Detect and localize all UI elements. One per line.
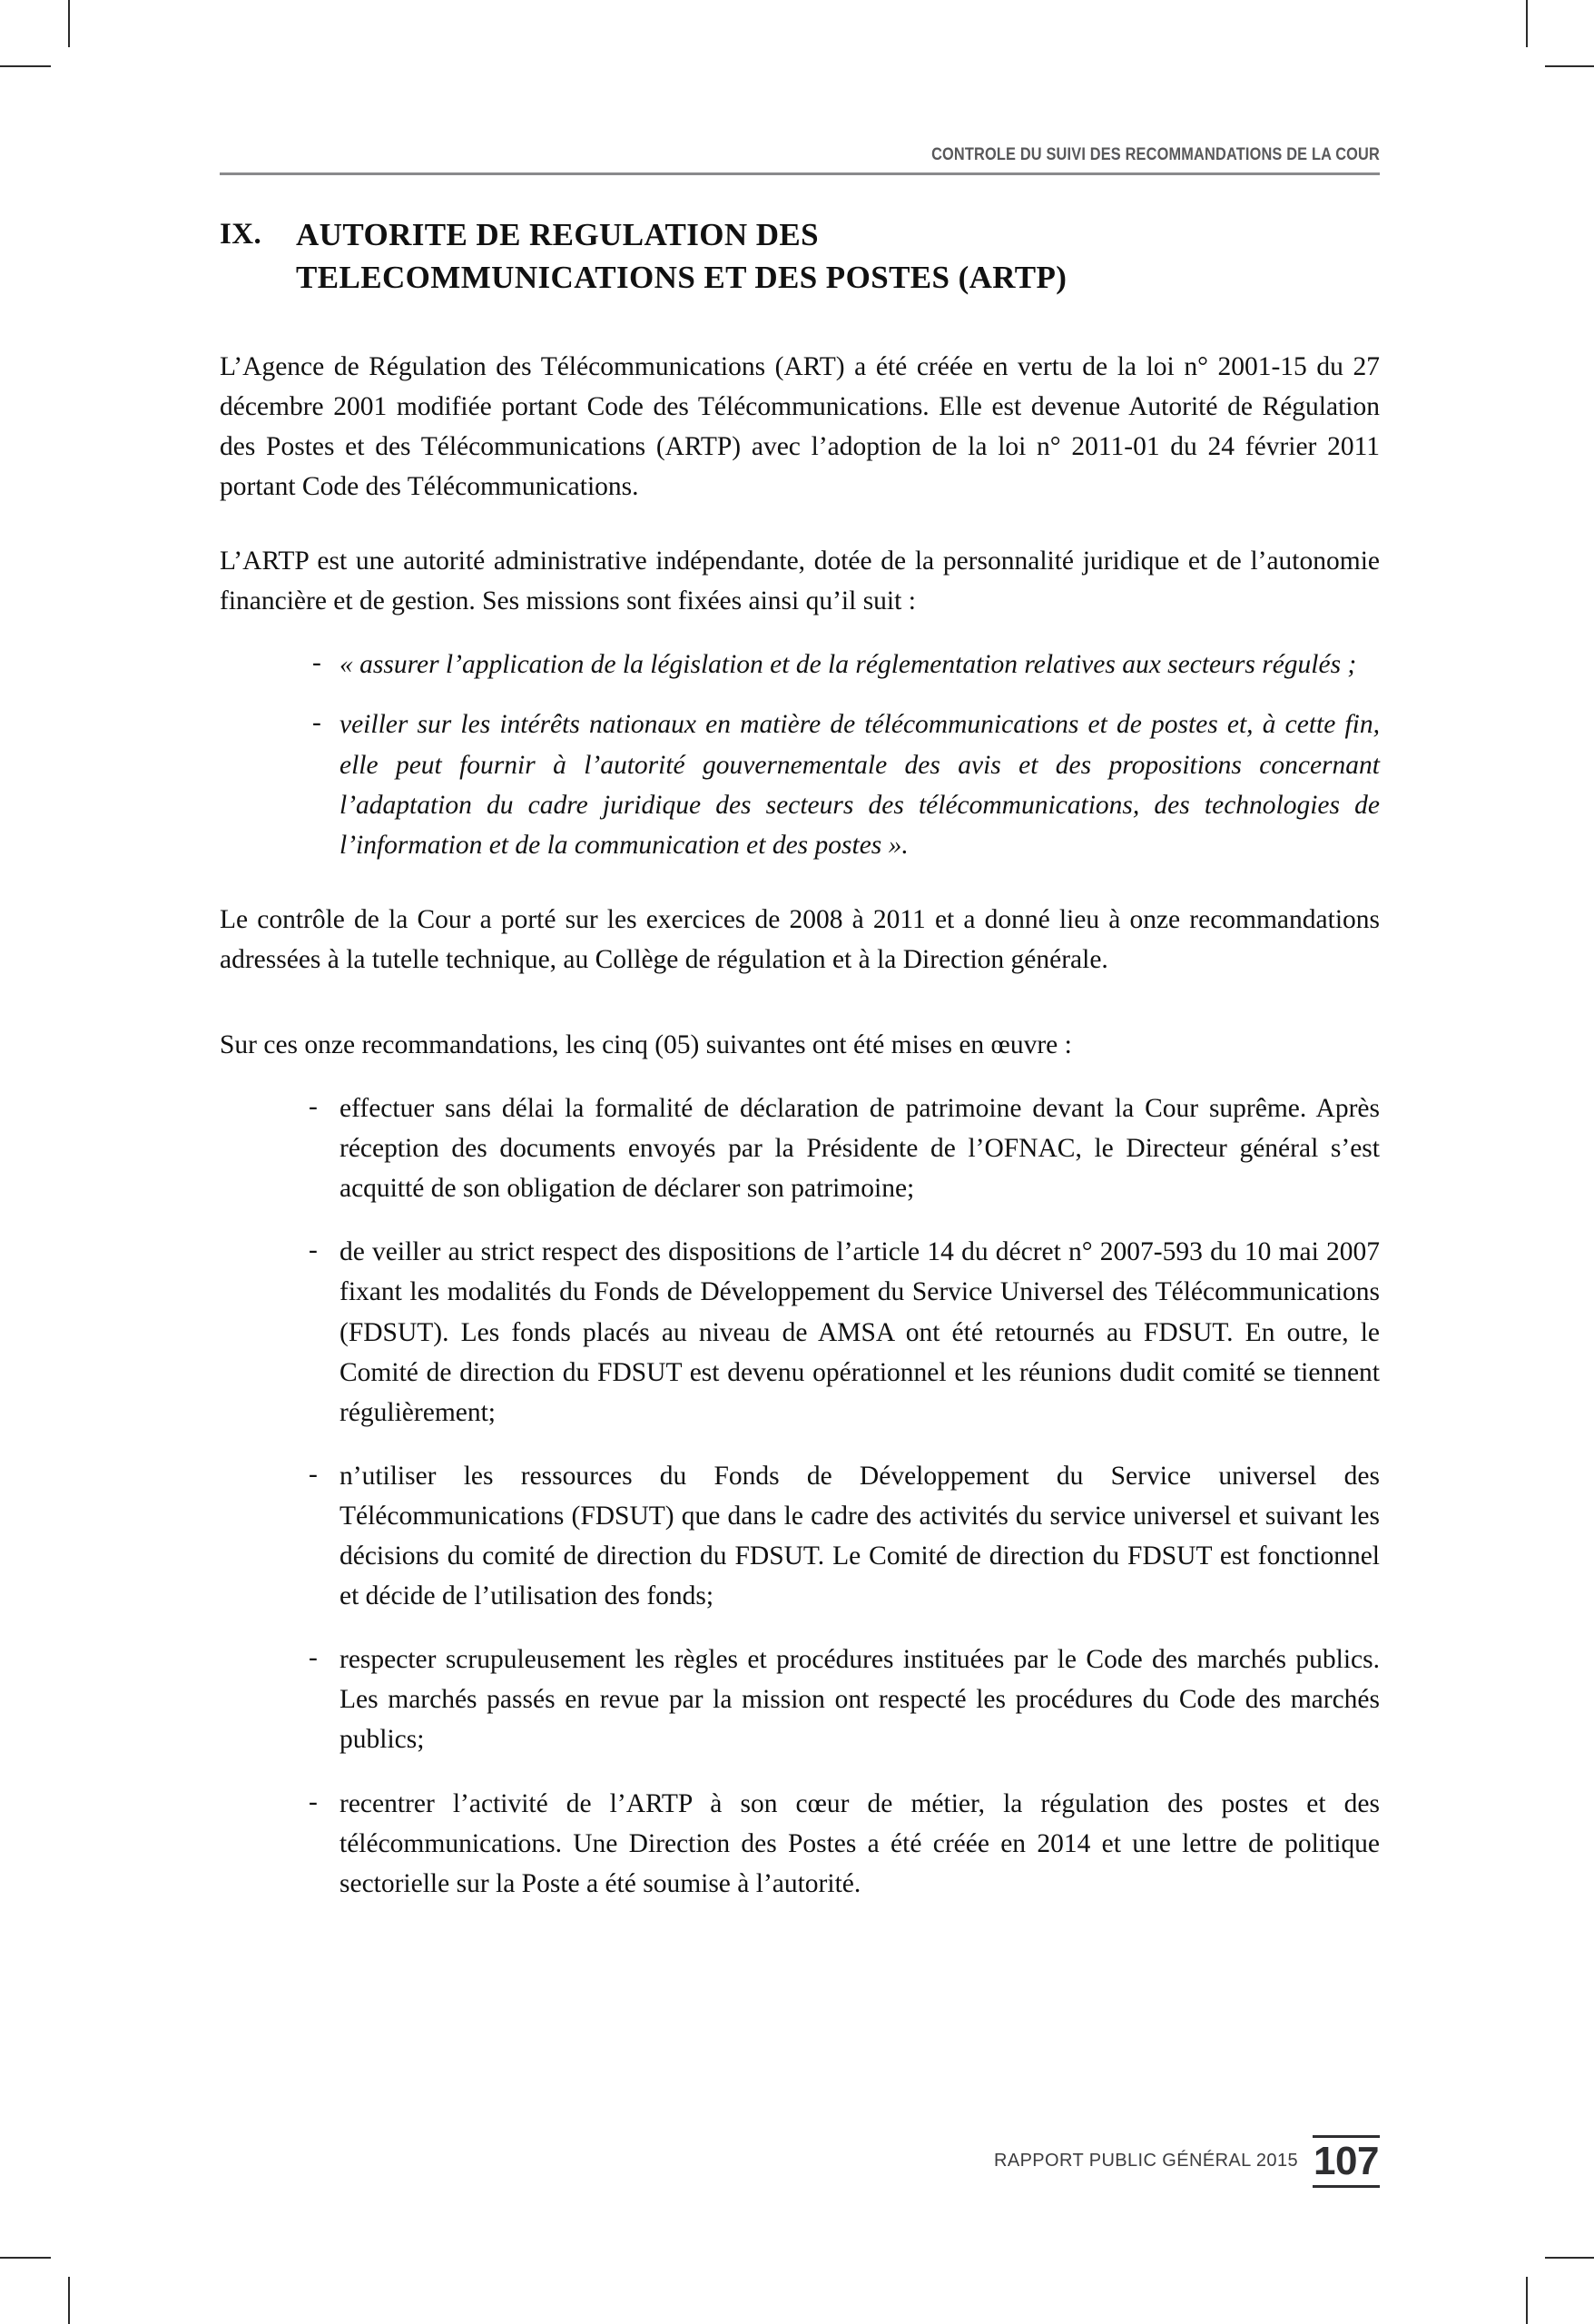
section-title-line-1: AUTORITE DE REGULATION DES bbox=[296, 217, 820, 252]
crop-mark-bottom-left-vertical bbox=[68, 2277, 70, 2324]
crop-mark-bottom-left-horizontal bbox=[0, 2257, 51, 2259]
recommendation-text: effectuer sans délai la formalité de déclaration de patrimoine devant la Cour suprême. Après réception des documents envoyés par la Présidente de l’OFNAC, le Directeur général s’est acquitté de son obligation de déclarer son patrimoine; bbox=[339, 1094, 1380, 1204]
spacer bbox=[220, 507, 1380, 541]
dash-bullet-icon: - bbox=[309, 1236, 318, 1265]
crop-mark-top-right-horizontal bbox=[1545, 65, 1594, 67]
list-item bbox=[309, 1784, 1380, 1904]
footer-label: RAPPORT PUBLIC GÉNÉRAL 2015 bbox=[993, 2150, 1298, 2171]
dash-bullet-icon: - bbox=[309, 1643, 318, 1673]
dash-bullet-icon: - bbox=[309, 1787, 318, 1817]
list-item bbox=[309, 1232, 1380, 1432]
spacer bbox=[220, 1065, 1380, 1088]
crop-mark-top-right-vertical bbox=[1526, 0, 1528, 47]
paragraph-controle: Le contrôle de la Cour a porté sur les exercices de 2008 à 2011 et a donné lieu à onze recommandations adressées à la tutelle technique, au Collège de régulation et à la Direction générale. bbox=[220, 904, 1380, 974]
missions-list bbox=[312, 645, 1380, 864]
crop-mark-bottom-right-vertical bbox=[1526, 2277, 1528, 2324]
recommendation-text: recentrer l’activité de l’ARTP à son cœur de métier, la régulation des postes et des télécommunications. Une Direction des Postes a été créée en 2014 et une lettre de politique sectorielle sur la Poste a été soumise à l’autorité. bbox=[339, 1788, 1380, 1898]
crop-mark-top-left-horizontal bbox=[0, 65, 51, 67]
content-column bbox=[220, 214, 1380, 1904]
recommendations-list bbox=[309, 1088, 1380, 1904]
section-title-line-2: TELECOMMUNICATIONS ET DES POSTES (ARTP) bbox=[296, 259, 1068, 295]
header-rule bbox=[220, 172, 1380, 175]
recommendation-text: respecter scrupuleusement les règles et procédures instituées par le Code des marchés publics. Les marchés passés en revue par la mission ont respecté les procédures du Code des marchés publics; bbox=[339, 1645, 1380, 1755]
running-header: CONTROLE DU SUIVI DES RECOMMANDATIONS DE LA COUR bbox=[931, 145, 1380, 164]
crop-mark-bottom-right-horizontal bbox=[1545, 2257, 1594, 2259]
dash-bullet-icon: - bbox=[312, 708, 321, 738]
dash-bullet-icon: - bbox=[309, 1459, 318, 1489]
paragraph-creation: L’Agence de Régulation des Télécommunications (ART) a été créée en vertu de la loi n° 2001-15 du 27 décembre 2001 modifiée portant Code des Télécommunications. Elle est devenue Autorité de Régulation des Postes et des Télécommunications (ARTP) avec l’adoption de la loi n° 2011-01 du 24 février 2011 portant Code des Télécommunications. bbox=[220, 351, 1380, 502]
list-item bbox=[309, 1088, 1380, 1208]
crop-mark-top-left-vertical bbox=[68, 0, 70, 47]
folio-box bbox=[1313, 2135, 1380, 2188]
mission-text: « assurer l’application de la législation et de la réglementation relatives aux secteurs régulés ; bbox=[339, 650, 1357, 680]
recommendation-text: n’utiliser les ressources du Fonds de Développement du Service universel des Télécommunications (FDSUT) que dans le cadre des activités du service universel et suivant les décisions du comité de direction du FDSUT. Le Comité de direction du FDSUT est fonctionnel et décide de l’utilisation des fonds; bbox=[339, 1461, 1380, 1611]
dash-bullet-icon: - bbox=[309, 1092, 318, 1122]
mission-text: veiller sur les intérêts nationaux en matière de télécommunications et de postes et, à cette fin, elle peut fournir à l’autorité gouvernementale des avis et des propositions concernant l’adaptation du cadre juridique des secteurs des télécommunications, des technologies de l’information et de la communication et des postes ». bbox=[339, 710, 1380, 860]
list-item bbox=[309, 1456, 1380, 1616]
list-item bbox=[309, 1640, 1380, 1759]
recommendation-text: de veiller au strict respect des dispositions de l’article 14 du décret n° 2007-593 du 10 mai 2007 fixant les modalités du Fonds de Développement du Service Universel des Télécommunications (FDSUT). Les fonds placés au niveau de AMSA ont été retournés au FDSUT. En outre, le Comité de direction du FDSUT est devenu opérationnel et les réunions dudit comité se tiennent régulièrement; bbox=[339, 1237, 1380, 1427]
list-item bbox=[312, 645, 1380, 684]
page-footer bbox=[0, 2135, 1380, 2188]
paragraph-recommendations-intro: Sur ces onze recommandations, les cinq (05) suivantes ont été mises en œuvre : bbox=[220, 1030, 1072, 1059]
section-number: IX. bbox=[220, 218, 262, 251]
paragraph-statut: L’ARTP est une autorité administrative indépendante, dotée de la personnalité juridique et de l’autonomie financière et de gestion. Ses missions sont fixées ainsi qu’il suit : bbox=[220, 547, 1380, 616]
spacer bbox=[220, 621, 1380, 645]
spacer bbox=[220, 300, 1380, 347]
section-heading bbox=[296, 214, 1380, 300]
list-item bbox=[312, 704, 1380, 864]
spacer bbox=[220, 865, 1380, 900]
page-number: 107 bbox=[1314, 2139, 1379, 2183]
spacer bbox=[220, 980, 1380, 1025]
dash-bullet-icon: - bbox=[312, 648, 321, 678]
page-title bbox=[220, 214, 1380, 300]
